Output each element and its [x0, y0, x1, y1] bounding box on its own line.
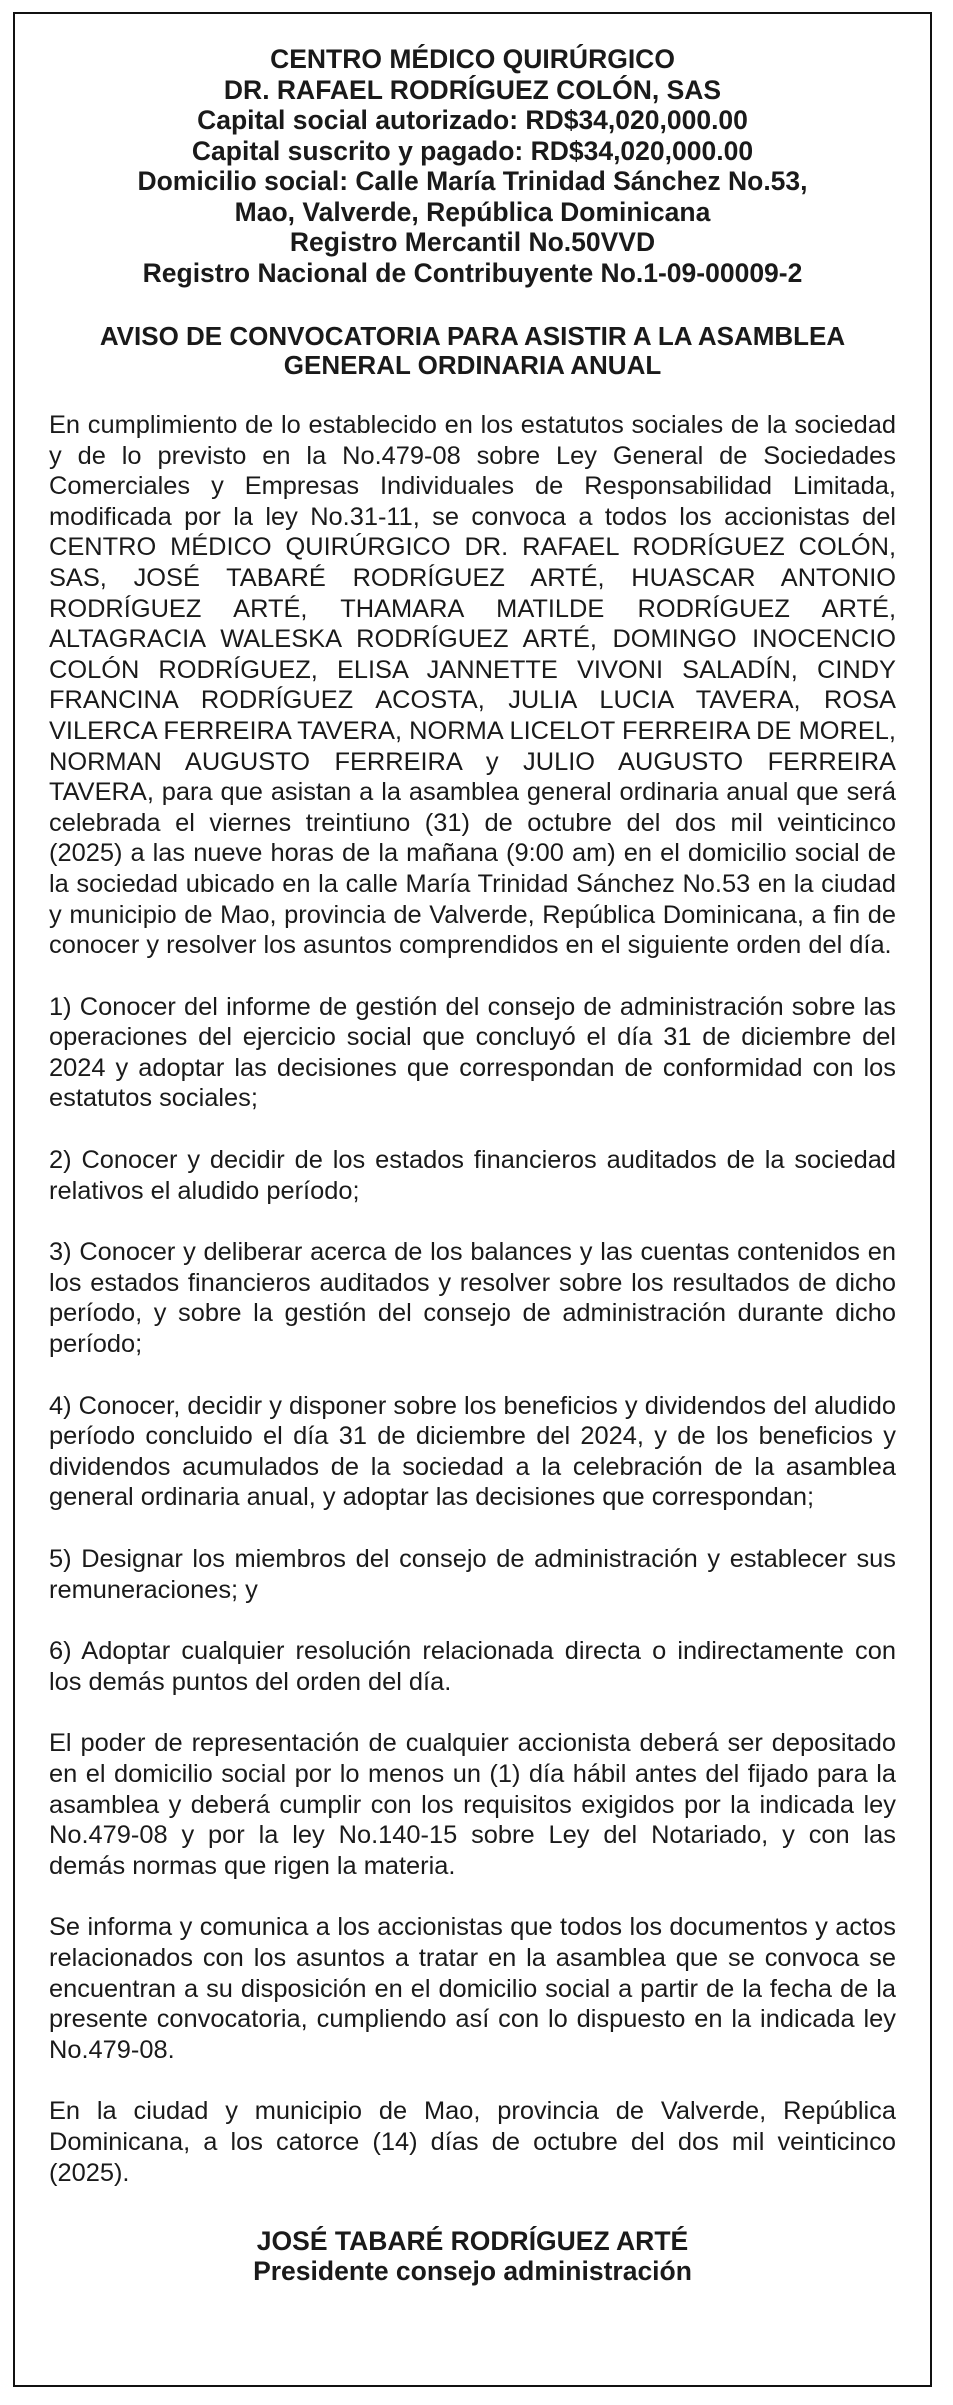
company-name-line-2: DR. RAFAEL RODRÍGUEZ COLÓN, SAS [223, 74, 722, 105]
capital-authorized: Capital social autorizado: RD$34,020,000.00 [197, 105, 748, 135]
mercantile-registry: Registro Mercantil No.50VVD [289, 227, 656, 257]
notice-title-line-2: GENERAL ORDINARIA ANUAL [283, 350, 662, 380]
address-line-1: Domicilio social: Calle María Trinidad Sánchez No.53, [137, 166, 808, 196]
closing-paragraph: En la ciudad y municipio de Mao, provincia de Valverde, República Dominicana, a los catorce (14) días de octubre del dos mil veinticinco (2025). [49, 2097, 896, 2187]
agenda-item-3: 3) Conocer y deliberar acerca de los balances y las cuentas contenidos en los estados financieros auditados y resolver sobre los resultados de dicho período, y sobre la gestión del consejo de administración durante dicho período; [49, 1238, 896, 1359]
signatory-name: JOSÉ TABARÉ RODRÍGUEZ ARTÉ [256, 2226, 689, 2257]
notice-title-line-1: AVISO DE CONVOCATORIA PARA ASISTIR A LA ASAMBLEA [99, 321, 846, 351]
agenda-item-5: 5) Designar los miembros del consejo de administración y establecer sus remuneraciones; y [49, 1545, 896, 1604]
signature-block [49, 2226, 896, 2286]
documents-paragraph: Se informa y comunica a los accionistas que todos los documentos y actos relacionados con los asuntos a tratar en la asamblea que se convoca se encuentran a su disposición en el domicilio social a partir de la fecha de la presente convocatoria, cumpliendo así con lo dispuesto en la indicada ley No.479-08. [49, 1913, 896, 2064]
notice-body [49, 410, 896, 2188]
company-name-line-1: CENTRO MÉDICO QUIRÚRGICO [270, 44, 675, 74]
intro-paragraph: En cumplimiento de lo establecido en los estatutos sociales de la sociedad y de lo previsto en la No.479-08 sobre Ley General de Sociedades Comerciales y Empresas Individuales de Responsabilidad Limitada, modificada por la ley No.31-11, se convoca a todos los accionistas del CENTRO MÉDICO QUIRÚRGICO DR. RAFAEL RODRÍGUEZ COLÓN, SAS, JOSÉ TABARÉ RODRÍGUEZ ARTÉ, HUASCAR ANTONIO RODRÍGUEZ ARTÉ, THAMARA MATILDE RODRÍGUEZ ARTÉ, ALTAGRACIA WALESKA RODRÍGUEZ ARTÉ, DOMINGO INOCENCIO COLÓN RODRÍGUEZ, ELISA JANNETTE VIVONI SALADÍN, CINDY FRANCINA RODRÍGUEZ ACOSTA, JULIA LUCIA TAVERA, ROSA VILERCA FERREIRA TAVERA, NORMA LICELOT FERREIRA DE MOREL, NORMAN AUGUSTO FERREIRA y JULIO AUGUSTO FERREIRA TAVERA, para que asistan a la asamblea general ordinaria anual que será celebrada el viernes treintiuno (31) de octubre del dos mil veinticinco (2025) a las nueve horas de la mañana (9:00 am) en el domicilio social de la sociedad ubicado en la calle María Trinidad Sánchez No.53 en la ciudad y municipio de Mao, provincia de Valverde, República Dominicana, a fin de conocer y resolver los asuntos comprendidos en el siguiente orden del día. [49, 411, 896, 960]
agenda-item-2: 2) Conocer y decidir de los estados financieros auditados de la sociedad relativos el aludido período; [49, 1146, 896, 1205]
notice-title [49, 322, 896, 380]
agenda-item-1: 1) Conocer del informe de gestión del consejo de administración sobre las operaciones del ejercicio social que concluyó el día 31 de diciembre del 2024 y adoptar las decisiones que correspondan de conformidad con los estatutos sociales; [49, 992, 896, 1113]
company-header [49, 44, 896, 288]
convocation-notice [13, 12, 932, 2387]
agenda-item-4: 4) Conocer, decidir y disponer sobre los beneficios y dividendos del aludido período concluido el día 31 de diciembre del 2024, y de los beneficios y dividendos acumulados de la sociedad a la celebración de la asamblea general ordinaria anual, y adoptar las decisiones que correspondan; [49, 1391, 896, 1512]
tax-registry: Registro Nacional de Contribuyente No.1-09-00009-2 [142, 257, 803, 288]
proxy-paragraph: El poder de representación de cualquier accionista deberá ser depositado en el domicilio social por lo menos un (1) día hábil antes del fijado para la asamblea y deberá cumplir con los requisitos exigidos por la indicada ley No.479-08 y por la ley No.140-15 sobre Ley del Notariado, y con las demás normas que rigen la materia. [49, 1729, 896, 1880]
agenda-item-6: 6) Adoptar cualquier resolución relacionada directa o indirectamente con los demás puntos del orden del día. [49, 1637, 896, 1696]
signatory-role: Presidente consejo administración [253, 2256, 692, 2287]
capital-paid: Capital suscrito y pagado: RD$34,020,000.00 [191, 135, 754, 166]
address-line-2: Mao, Valverde, República Dominicana [234, 196, 711, 227]
